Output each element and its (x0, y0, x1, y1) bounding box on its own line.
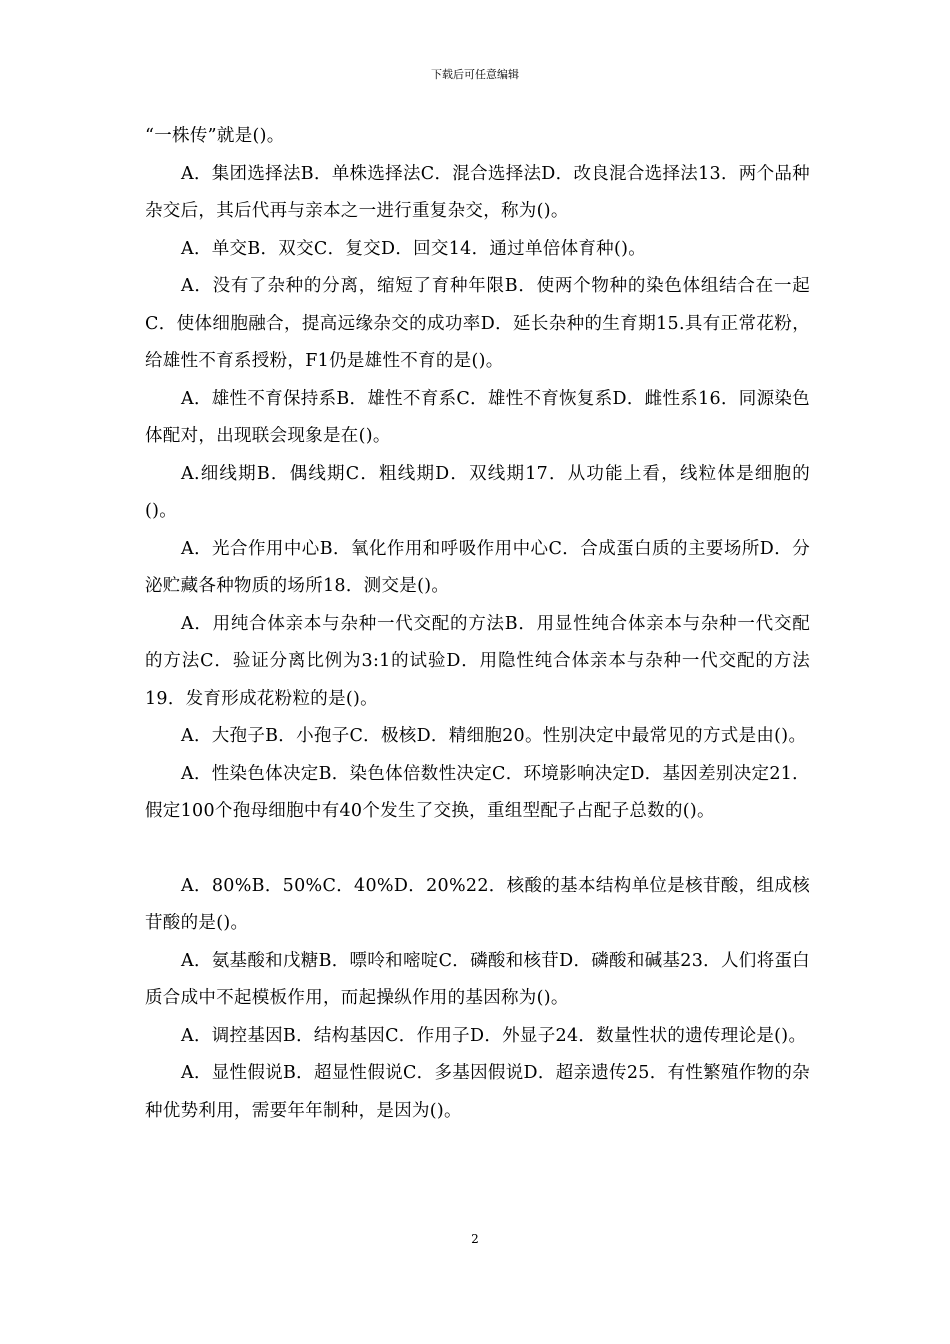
paragraph: A．大孢子B．小孢子C．极核D．精细胞20。性别决定中最常见的方式是由()。 (181, 726, 807, 746)
paragraph: A．80%B．50%C．40%D．20%22．核酸的基本结构单位是核苷酸，组成核苷酸的是()。 (145, 875, 810, 933)
document-body (145, 118, 810, 1130)
paragraph: A．没有了杂种的分离，缩短了育种年限B．使两个物种的染色体组结合在一起C．使体细胞融合，提高远缘杂交的成功率D．延长杂种的生育期15.具有正常花粉，给雄性不育系授粉，F1仍是雄性不育的是()。 (145, 276, 810, 371)
paragraph: A．调控基因B．结构基因C．作用子D．外显子24．数量性状的遗传理论是()。 (181, 1025, 807, 1046)
paragraph: A．单交B．双交C．复交D．回交14．通过单倍体育种()。 (181, 238, 647, 259)
page-number: 2 (471, 1232, 479, 1246)
paragraph: A．氨基酸和戊糖B．嘌呤和嘧啶C．磷酸和核苷D．磷酸和碱基23．人们将蛋白质合成中不起模板作用，而起操纵作用的基因称为()。 (145, 950, 810, 1008)
page-header: 下载后可任意编辑 (431, 68, 519, 81)
paragraph: A．性染色体决定B．染色体倍数性决定C．环境影响决定D．基因差别决定21．假定100个孢母细胞中有40个发生了交换，重组型配子占配子总数的()。 (145, 763, 810, 821)
paragraph: A．用纯合体亲本与杂种一代交配的方法B．用显性纯合体亲本与杂种一代交配的方法C．验证分离比例为3:1的试验D．用隐性纯合体亲本与杂种一代交配的方法19．发育形成花粉粒的是()。 (145, 613, 810, 709)
blank-line (145, 831, 810, 868)
paragraph: A．集团选择法B．单株选择法C．混合选择法D．改良混合选择法13．两个品种杂交后，其后代再与亲本之一进行重复杂交，称为()。 (145, 163, 810, 221)
paragraph: A．雄性不育保持系B．雄性不育系C．雄性不育恢复系D．雌性系16．同源染色体配对，出现联会现象是在()。 (145, 388, 810, 446)
paragraph: A．光合作用中心B．氧化作用和呼吸作用中心C．合成蛋白质的主要场所D．分泌贮藏各种物质的场所18．测交是()。 (145, 538, 810, 596)
paragraph: A.细线期B．偶线期C．粗线期D．双线期17．从功能上看，线粒体是细胞的()。 (145, 463, 810, 521)
paragraph: “一株传”就是()。 (145, 126, 285, 146)
paragraph: A．显性假说B．超显性假说C．多基因假说D．超亲遗传25．有性繁殖作物的杂种优势利用，需要年年制种，是因为()。 (145, 1063, 810, 1121)
